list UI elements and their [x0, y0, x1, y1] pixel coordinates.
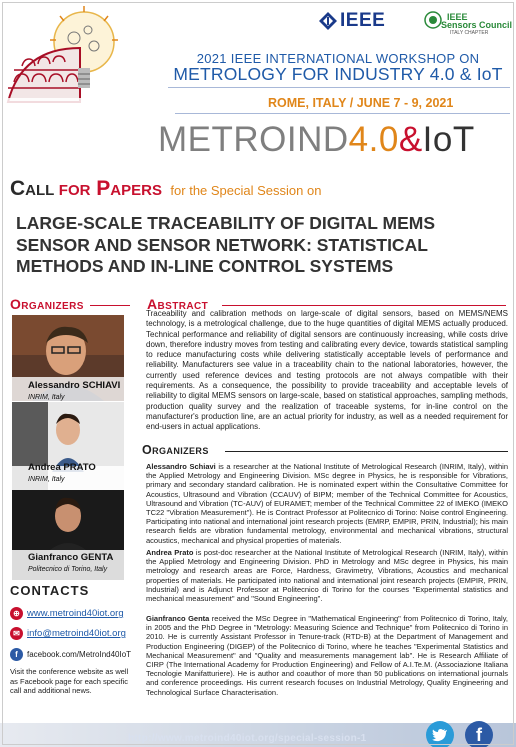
- session-title: LARGE-SCALE TRACEABILITY OF DIGITAL MEMS SENSOR AND SENSOR NETWORK: STATISTICAL METHODS AND IN-LINE CONTROL SYSTEMS: [16, 213, 436, 276]
- bio-text: received the MSc Degree in "Mathematical Engineering" from Politecnico di Torino, Italy, in 2005 and the PhD Degree in "Metrology: Measuring Science and Technique" from Politecnico di Torino in 2010. He is currently Assistant Professor in Tenure-track (RTD-B) at the Department of Management and Production Engineering (DIGEP) of the Politecnico di Torino, where he teaches "Experimental Statistics and Mechanical Measurement" and "Quality and measurements management lab". He is Research Affiliate of CIRP (The International Academy for Production Engineering) and Fellow of A.I.Te.M. (Associazione Italiana Tecnologie Manifatturiere). He is author and coauthor of more than 50 publications on international journals and conference proceedings. His current research focuses on Industrial Metrology, Quality Engineering and Technological Surface Characterisation.: [146, 614, 508, 697]
- brand-iot: IoT: [422, 120, 475, 159]
- location-separator: /: [349, 96, 354, 110]
- dates: JUNE 7 - 9, 2021: [356, 96, 454, 110]
- organizers-sidebar-rule: [90, 305, 130, 306]
- website-link[interactable]: www.metroind40iot.org: [27, 608, 124, 619]
- facebook-footer-icon[interactable]: f: [465, 721, 493, 747]
- visit-text: Visit the conference website as well as Facebook page for each specific call and additional news.: [10, 667, 129, 695]
- organizer-affiliation: INRIM, Italy: [28, 394, 65, 401]
- brand-version: 4.0: [348, 120, 399, 159]
- organizer-name: Alessandro SCHIAVI: [28, 380, 121, 391]
- organizer-affiliation: INRIM, Italy: [28, 476, 65, 483]
- sensors-council-ieee: IEEE: [447, 12, 468, 22]
- location-and-dates: [268, 96, 453, 110]
- footer-url[interactable]: http://www.metroind40iot.org/special-session-1: [128, 733, 367, 744]
- header-divider-2: [175, 113, 510, 114]
- ieee-diamond-icon: [318, 11, 338, 31]
- organizer-affiliation: Politecnico di Torino, Italy: [28, 566, 108, 573]
- workshop-year: 2021 IEEE INTERNATIONAL WORKSHOP ON: [196, 51, 480, 66]
- brand-metroind: METROIND: [158, 120, 349, 159]
- sensors-council-chapter: ITALY CHAPTER: [450, 30, 489, 36]
- metroind-brand: [158, 120, 475, 160]
- abstract-heading: Abstract: [147, 296, 209, 312]
- organizer-name: Gianfranco GENTA: [28, 552, 114, 563]
- sensors-council-icon: [424, 11, 442, 29]
- brand-ampersand: &: [398, 120, 423, 159]
- bio-genta: [146, 614, 508, 697]
- for-papers-word: for Papers: [58, 177, 162, 200]
- bio-text: is a researcher at the National Institute of Metrological Research (INRIM, Italy), within the Applied Metrology and Engineering Division. MSc degree in Physics, he is responsible for Vibrations, primary and secondary standard calibration. He is nominated expert within the Consultative Committee for Acoustics, Ultrasound and Vibration (CCAUV) of BIPM; member of the Technical Committee for Acoustics, Ultrasound and Vibration (TC-AUV) of EURAMET; member of the Technical Committee 22 of IMEKO (IMEKO TC22 "Vibration Measurement"). He is Contract Professor at Politecnico di Torino: Noise control Engineering. Participating into national and international joint research projects (EMRP, EMPIR, PRIN, Industrial); his main research fields are vibration fundamental metrology, environmental and mechanical vibrations, structural acoustics, mechanical and physical properties of materials.: [146, 462, 508, 545]
- header-divider: [168, 87, 510, 88]
- organizer-name: Andrea PRATO: [28, 462, 96, 473]
- sensors-council-name: Sensors Council: [441, 20, 513, 30]
- bio-prato: [146, 548, 508, 603]
- call-word: Call: [10, 177, 55, 200]
- call-for-papers: [10, 177, 321, 201]
- bio-schiavi: [146, 462, 508, 545]
- bio-name: Gianfranco Genta: [146, 614, 210, 623]
- contact-facebook[interactable]: [10, 648, 131, 661]
- contact-email[interactable]: [10, 627, 126, 640]
- facebook-link[interactable]: facebook.com/MetroInd40IoT: [27, 650, 132, 659]
- workshop-title: METROLOGY FOR INDUSTRY 4.0 & IoT: [173, 64, 503, 84]
- organizers-sidebar-heading: Organizers: [10, 296, 84, 312]
- call-suffix: for the Special Session on: [170, 183, 322, 198]
- globe-icon: ⊕: [10, 607, 23, 620]
- bio-name: Alessandro Schiavi: [146, 462, 216, 471]
- mail-icon: ✉: [10, 627, 23, 640]
- location: ROME, ITALY: [268, 96, 347, 110]
- contacts-heading: CONTACTS: [10, 583, 90, 598]
- colosseum-lightbulb-logo: [2, 2, 152, 114]
- contact-website[interactable]: [10, 607, 124, 620]
- organizer-caption-2: [28, 462, 96, 485]
- organizers-main-rule: [225, 451, 508, 452]
- abstract-text: Traceability and calibration methods on large-scale of digital sensors, based on MEMS/NEMS technology, is a metrological challenge, due to the huge quantities of digital MEMS actually produced. Technical performance and reliability of digital sensors are continuously increasing, while costs drive down, therefore industry moves from testing and calibrating every device, towards statistical sampling to reduce manufacturing costs while delivering statistically acceptable levels of performance and reliability. Manufacturers see value in a traceability chain to the national laboratories, however, the currently used reference devices and testing protocols are not always compatible with their requirements. As a consequence, the possibility to provide traceability and acceptable levels of reliability to digital MEMS sensors on large-scale, based on statistical approaches, sampling methods, production quality survey and the realization of traceable systems, for in-line control on the manufacturer's production line, are an actual priority for industry, as well as a needed requirement for end-users in actual applications.: [146, 309, 508, 432]
- organizer-caption-3: [28, 552, 113, 575]
- ieee-logo-text: IEEE: [340, 10, 386, 31]
- organizers-main-heading: Organizers: [142, 443, 209, 457]
- abstract-rule: [222, 305, 506, 306]
- facebook-icon: f: [10, 648, 23, 661]
- email-link[interactable]: info@metroind40iot.org: [27, 628, 126, 639]
- bio-name: Andrea Prato: [146, 548, 194, 557]
- bio-text: is post-doc researcher at the National Institute of Metrological Research (INRIM, Italy), within the Applied Metrology and Engineering Division. PhD in Metrology and MSc degree in Physics, his main metrology and research areas are Force, Hardness, Gravimetry, Vibrations, Acoustics and mechanical properties of materials. He participated into national and international joint research projects (EMPIR, PRIN, Industrial) and is Adjunct Professor at Politecnico di Torino for the courses "Experimental statistics and mechanical measurement" and "Sound Engineering".: [146, 548, 508, 604]
- twitter-icon[interactable]: [426, 721, 454, 747]
- organizer-caption-1: [28, 380, 120, 403]
